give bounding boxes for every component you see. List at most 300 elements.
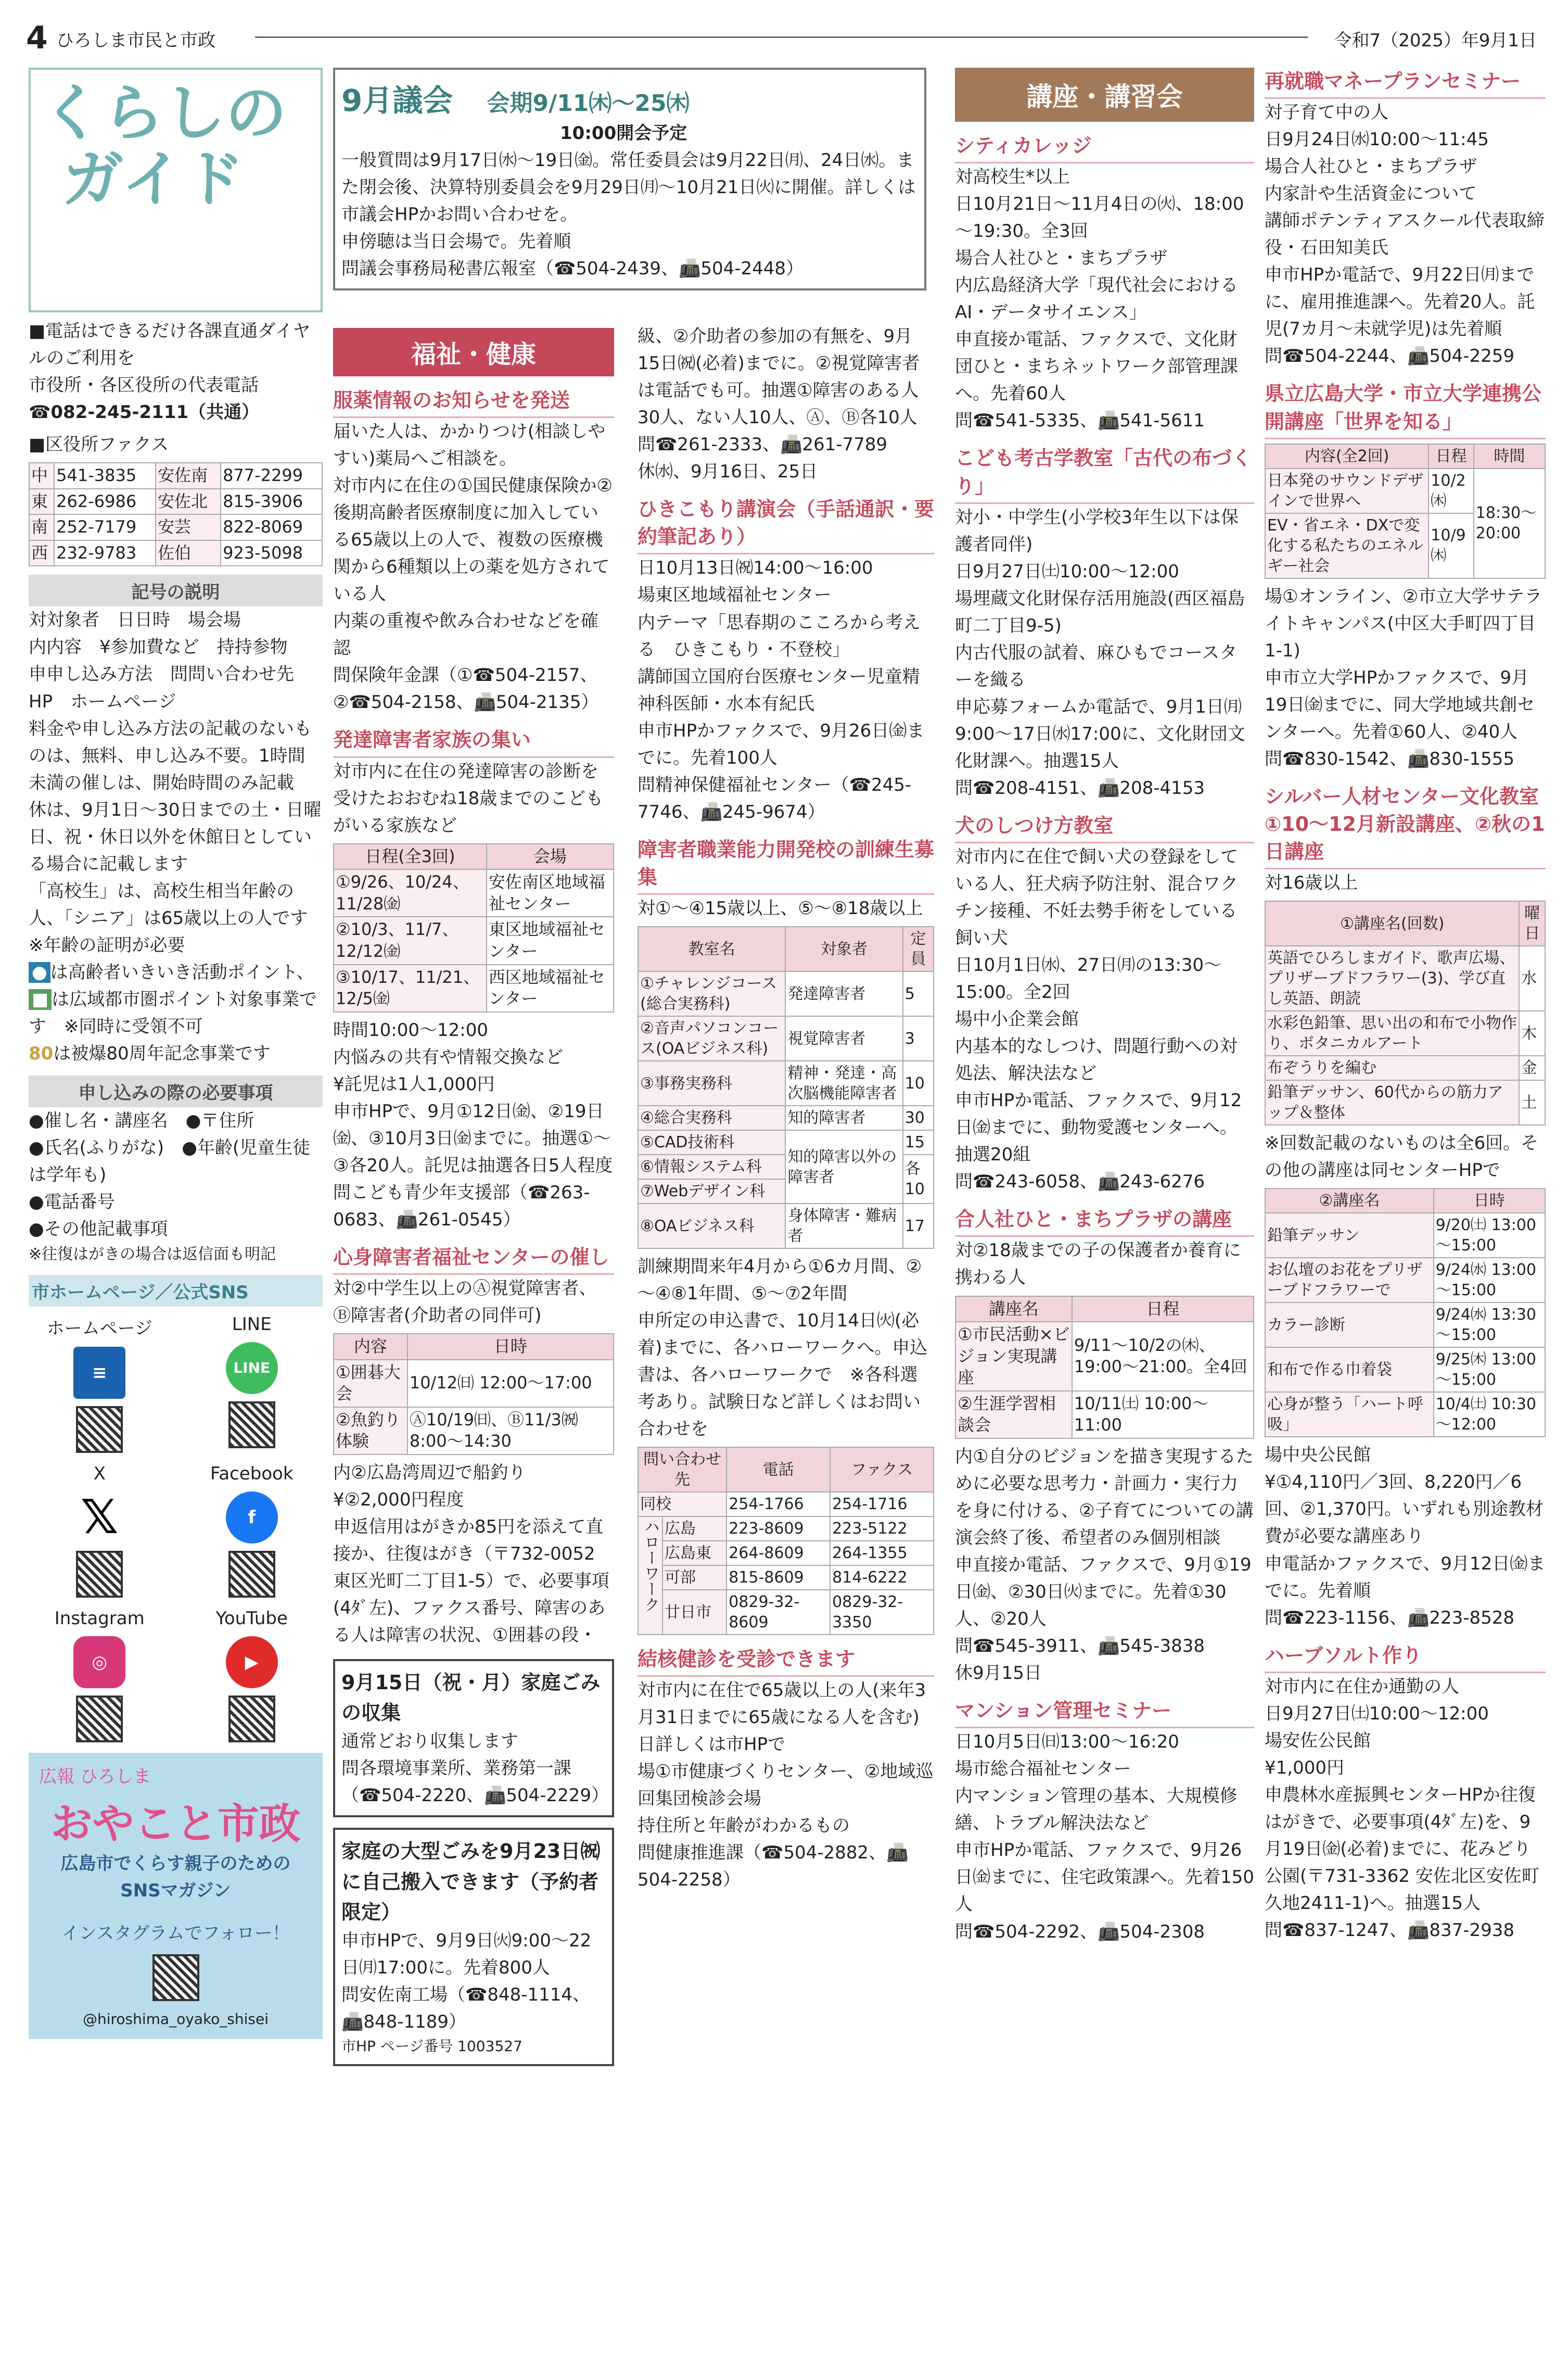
- text-line: 内家計や生活資金について: [1265, 183, 1477, 205]
- silver-center-title: シルバー人材センター文化教室①10～12月新設講座、②秋の1日講座: [1265, 783, 1546, 870]
- note-fee: 料金や申し込み方法の記載のないものは、無料、申し込み不要。1時間未満の催しは、開始時間のみ記載: [29, 718, 312, 793]
- table-header: 対象者: [785, 927, 902, 971]
- garbage-title: 9月15日（祝・月）家庭ごみの収集: [341, 1671, 601, 1725]
- table-cell: 264-8609: [726, 1541, 830, 1565]
- homepage-icon: ≡: [73, 1347, 125, 1399]
- table-cell: 発達障害者: [785, 971, 902, 1016]
- apply-item: ●氏名(ふりがな) ●年齢(児童生徒は学年も): [29, 1137, 311, 1185]
- courses-column-1: [955, 68, 1254, 2337]
- table-cell: 心身が整う「ハート呼吸」: [1265, 1392, 1434, 1437]
- text-line: 申市HPで、9月9日㈫9:00～22日㈪17:00に。先着800人: [341, 1930, 592, 1978]
- council-time: 10:00開会予定: [560, 123, 687, 144]
- text-line: ¥②2,000円程度: [333, 1489, 464, 1511]
- text-line: 持住所と年齢がわかるもの: [638, 1815, 850, 1837]
- sns-label: LINE: [232, 1313, 272, 1335]
- legend-line: 申申し込み方法 問問い合わせ先: [29, 664, 294, 685]
- text-line: 申市HPか電話で、9月22日㈪までに、雇用推進課へ。先着20人。託児(7カ月～未就学児)は先着順: [1265, 264, 1535, 340]
- text-line: 日9月24日㈬10:00～11:45: [1265, 129, 1489, 150]
- text-line: ¥①4,110円／3回、8,220円／6回、②1,370円。いずれも別途教材費が必要な講座あり: [1265, 1472, 1544, 1547]
- table-header: 定員: [903, 927, 934, 971]
- table-cell: 30: [903, 1106, 934, 1130]
- table-header: 曜日: [1519, 901, 1545, 946]
- table-cell: 身体障害・難病者: [785, 1204, 902, 1248]
- text-line: 申市HPかファクスで、9月26日㈮までに。先着100人: [638, 720, 925, 768]
- university-lecture-table: [1265, 444, 1546, 579]
- table-cell: 水: [1519, 946, 1545, 1011]
- text-line: 場①市健康づくりセンター、②地域巡回集団検診会場: [638, 1761, 934, 1810]
- hellowork-table: [638, 1447, 934, 1635]
- fax-cell: 815-3906: [221, 489, 322, 515]
- table-cell: ③10/17、11/21、12/5㈮: [334, 965, 487, 1012]
- text-line: 講師ポテンティアスクール代表取締役・石田知美氏: [1265, 210, 1545, 259]
- text-line: 級、②介助者の参加の有無を、9月15日㈷(必着)までに。②視覚障害者は電話でも可。抽選①障害のある人30人、ない人10人、Ⓐ、Ⓑ各10人: [638, 326, 920, 428]
- table-header: ②講座名: [1265, 1188, 1434, 1213]
- family-meeting-title: 発達障害者家族の集い: [333, 726, 614, 757]
- table-cell: ハローワーク: [638, 1516, 662, 1635]
- text-line: 申電話かファクスで、9月12日㈮までに。先着順: [1265, 1553, 1546, 1601]
- disability-center-table: [333, 1333, 614, 1455]
- table-cell: EV・省エネ・DXで変化する私たちのエネルギー社会: [1265, 513, 1429, 578]
- fax-cell: 252-7179: [54, 514, 156, 540]
- table-cell: 17: [903, 1204, 934, 1248]
- text-line: 場東区地域福祉センター: [638, 585, 832, 606]
- table-cell: 9/25㈭ 13:00～15:00: [1434, 1347, 1545, 1392]
- table-cell: 10/9㈭: [1429, 513, 1473, 578]
- table-cell: 0829-32-8609: [726, 1590, 830, 1635]
- council-title: 9月議会: [341, 83, 453, 118]
- oyako-handle: @hiroshima_oyako_shisei: [82, 2010, 269, 2028]
- family-meeting-table: [333, 843, 614, 1013]
- text-line: 申直接か電話、ファクスで、文化財団ひと・まちネットワーク部管理課へ。先着60人: [955, 329, 1238, 404]
- text-line: 問☎223-1156、📠223-8528: [1265, 1607, 1515, 1628]
- table-cell: ①囲碁大会: [334, 1360, 407, 1407]
- table-header: 内容(全2回): [1265, 444, 1429, 469]
- text-line: 問各環境事業所、業務第一課（☎504-2220、📠504-2229）: [341, 1758, 609, 1806]
- oyako-title: おやこと市政: [50, 1799, 301, 1848]
- table-cell: 知的障害者: [785, 1106, 902, 1130]
- silver-oneday-table: [1265, 1188, 1546, 1437]
- sns-grid: [29, 1314, 323, 1742]
- oyako-subtitle: 広島市でくらす親子のための SNSマガジン: [60, 1853, 291, 1901]
- oyako-follow: インスタグラムでフォロー！: [61, 1922, 290, 1944]
- courses-column-2: [1265, 68, 1546, 2337]
- table-cell: 814-6222: [830, 1565, 934, 1590]
- dog-training-title: 犬のしつけ方教室: [955, 812, 1254, 843]
- table-cell: 視覚障害者: [785, 1016, 902, 1061]
- text-line: 問安佐南工場（☎848-1114、📠848-1189）: [341, 1984, 591, 2032]
- table-cell: ②音声パソコンコース(OAビジネス科): [638, 1016, 785, 1061]
- qr-code-icon: [228, 1551, 275, 1598]
- table-header: 内容: [334, 1334, 407, 1360]
- city-college-title: シティカレッジ: [955, 132, 1254, 163]
- youtube-icon: ▶: [226, 1636, 278, 1688]
- x-icon: 𝕏: [73, 1491, 125, 1544]
- text-line: 対①～④15歳以上、⑤～⑧18歳以上: [638, 898, 923, 919]
- facebook-icon: f: [226, 1491, 278, 1544]
- text-line: 日10月5日㈰13:00～16:20: [955, 1731, 1179, 1753]
- table-cell: 0829-32-3350: [830, 1590, 934, 1635]
- mansion-seminar-title: マンション管理セミナー: [955, 1697, 1254, 1728]
- office-tel: ☎082-245-2111（共通）: [29, 402, 260, 423]
- text-line: 場市総合福祉センター: [955, 1759, 1131, 1780]
- welfare-column-3: [638, 323, 934, 2337]
- text-line: 場①オンライン、②市立大学サテライトキャンパス(中区大手町四丁目1-1): [1265, 586, 1542, 661]
- fax-cell: 923-5098: [221, 540, 322, 566]
- fax-table: [29, 462, 323, 566]
- university-lecture-title: 県立広島大学・市立大学連携公開講座「世界を知る」: [1265, 380, 1546, 439]
- table-header: 講座名: [955, 1296, 1072, 1322]
- text-line: 申市HPで、9月①12日㈮、②19日㈮、③10月3日㈮までに。抽選①～③各20人。託児は抽選各日5人程度: [333, 1100, 613, 1176]
- fax-cell: 東: [29, 489, 54, 515]
- table-cell: 土: [1519, 1080, 1545, 1125]
- text-line: 問保険年金課（①☎504-2157、②☎504-2158、📠504-2135）: [333, 665, 599, 713]
- table-cell: 223-5122: [830, 1516, 934, 1541]
- text-line: 問☎243-6058、📠243-6276: [955, 1171, 1205, 1193]
- text-line: 問精神保健福祉センター（☎245-7746、📠245-9674）: [638, 774, 912, 823]
- office-label: 市役所・各区役所の代表電話: [29, 375, 259, 396]
- guide-title-1: くらしの: [41, 77, 287, 149]
- table-header: 時間: [1474, 444, 1545, 469]
- council-contact: 問議会事務局秘書広報室（☎504-2439、📠504-2448）: [341, 258, 804, 280]
- table-cell: ②魚釣り体験: [334, 1407, 407, 1454]
- table-cell: 布ぞうりを編む: [1265, 1056, 1519, 1080]
- table-cell: Ⓐ10/19㈰、Ⓑ11/3㈷ 8:00～14:30: [407, 1407, 614, 1454]
- note-area-point: [29, 986, 323, 1040]
- welfare-column-1: [333, 68, 926, 312]
- table-cell: ①市民活動×ビジョン実現講座: [955, 1322, 1072, 1391]
- text-line: 場中小企業会館: [955, 1009, 1079, 1030]
- table-cell: 18:30～20:00: [1474, 469, 1545, 578]
- apply-item: ●電話番号: [29, 1191, 115, 1212]
- legend-title: 記号の説明: [29, 575, 323, 606]
- fax-cell: 232-9783: [54, 540, 156, 566]
- table-cell: ⑦Webデザイン科: [638, 1179, 785, 1204]
- disability-center-title: 心身障害者福祉センターの催し: [333, 1244, 614, 1275]
- table-cell: 9/20㈯ 13:00～15:00: [1434, 1213, 1545, 1258]
- table-cell: 木: [1519, 1011, 1545, 1056]
- table-header: 教室名: [638, 927, 785, 971]
- fax-cell: 822-8069: [221, 514, 322, 540]
- qr-code-icon: [152, 1954, 199, 2001]
- plaza-course-title: 合人社ひと・まちプラザの講座: [955, 1206, 1254, 1237]
- text-line: 対市内に在住で飼い犬の登録をしている人、狂犬病予防注射、混合ワクチン接種、不妊去勢手術をしている飼い犬: [955, 846, 1238, 949]
- text-line: 内古代服の試着、麻ひもでコースターを織る: [955, 642, 1238, 690]
- fax-cell: 佐伯: [156, 540, 221, 566]
- fax-cell: 南: [29, 514, 54, 540]
- sns-title: 市ホームページ／公式SNS: [29, 1275, 323, 1307]
- table-header: ファクス: [830, 1447, 934, 1492]
- large-garbage-box: [333, 1828, 614, 2066]
- text-line: 申市HPか電話、ファクスで、9月12日㈮までに、動物愛護センターへ。抽選20組: [955, 1090, 1242, 1166]
- paper-title: ひろしま市民と市政: [56, 30, 215, 51]
- text-line: 場中央公民館: [1265, 1445, 1371, 1466]
- table-header: 問い合わせ先: [638, 1447, 726, 1492]
- text-line: 日10月21日～11月4日の㈫、18:00～19:30。全3回: [955, 194, 1244, 242]
- text-line: 対16歳以上: [1265, 872, 1358, 894]
- table-cell: 9/24㈬ 13:00～15:00: [1434, 1258, 1545, 1302]
- text-line: ※回数記載のないものは全6回。その他の講座は同センターHPで: [1265, 1133, 1539, 1181]
- text-line: 対市内に在住の発達障害の診断を受けたおおむね18歳までのこどもがいる家族など: [333, 761, 604, 836]
- text-line: 内②広島湾周辺で船釣り: [333, 1462, 526, 1484]
- table-cell: ⑧OAビジネス科: [638, 1204, 785, 1248]
- fax-cell: 安佐北: [156, 489, 221, 515]
- text-line: 対②18歳までの子の保護者か養育に携わる人: [955, 1240, 1241, 1288]
- instagram-icon: ◎: [73, 1636, 125, 1688]
- table-header: 日程(全3回): [334, 844, 487, 870]
- table-header: 会場: [487, 844, 614, 870]
- table-cell: 広島: [662, 1516, 726, 1541]
- anniversary-80-icon: 80: [29, 1043, 54, 1064]
- sns-label: X: [93, 1463, 106, 1484]
- table-cell: 10/4㈯ 10:30～12:00: [1434, 1392, 1545, 1437]
- table-cell: 10: [903, 1061, 934, 1106]
- table-cell: 精神・発達・高次脳機能障害者: [785, 1061, 902, 1106]
- text-line: 日詳しくは市HPで: [638, 1734, 786, 1755]
- council-box: [333, 68, 926, 290]
- table-cell: 和布で作る巾着袋: [1265, 1347, 1434, 1392]
- fax-cell: 877-2299: [221, 463, 322, 489]
- silver-course-table: [1265, 901, 1546, 1125]
- text-line: 日9月27日㈯10:00～12:00: [955, 561, 1179, 582]
- text-line: 休㈬、9月16日、25日: [638, 461, 818, 483]
- text-line: 場合人社ひと・まちプラザ: [955, 248, 1167, 269]
- note-age: 「高校生」は、高校生相当年齢の人、「シニア」は65歳以上の人です ※年齢の証明が必要: [29, 880, 326, 956]
- council-apply: 申傍聴は当日会場で。先着順: [341, 231, 571, 252]
- text-line: 場埋蔵文化財保存活用施設(西区福島町二丁目9-5): [955, 588, 1245, 636]
- table-cell: 各10: [903, 1155, 934, 1204]
- line-icon: LINE: [226, 1342, 278, 1394]
- table-cell: お仏壇のお花をプリザーブドフラワーで: [1265, 1258, 1434, 1302]
- text-line: 場合人社ひと・まちプラザ: [1265, 156, 1477, 178]
- table-cell: 知的障害以外の障害者: [785, 1130, 902, 1204]
- guide-title-2: ガイド: [62, 143, 245, 216]
- table-cell: 西区地域福祉センター: [487, 965, 614, 1012]
- fax-title: ■区役所ファクス: [29, 434, 169, 456]
- text-line: 申市HPか電話、ファクスで、9月26日㈮までに、住宅政策課へ。先着150人: [955, 1840, 1254, 1915]
- sns-homepage[interactable]: [29, 1314, 171, 1453]
- text-line: 問☎541-5335、📠541-5611: [955, 410, 1205, 432]
- qr-code-icon: [228, 1696, 275, 1742]
- ikiiki-icon: ●: [29, 962, 50, 983]
- table-cell: 815-8609: [726, 1565, 830, 1590]
- table-cell: 安佐南区地域福祉センター: [487, 869, 614, 917]
- table-cell: 英語でひろしまガイド、歌声広場、プリザーブドフラワー(3)、学び直し英語、朗読: [1265, 946, 1519, 1011]
- text-line: 申返信用はがきか85円を添えて直接か、往復はがき（〒732-0052 東区光町二丁目1-5）で、必要事項(4ﾀﾞ左)、ファクス番号、障害のある人は障害の状況、①囲碁の段・: [333, 1516, 613, 1646]
- text-line: 問☎837-1247、📠837-2938: [1265, 1919, 1515, 1941]
- text-line: 申市立大学HPかファクスで、9月19日㈮までに、同大学地域共創センターへ。先着①60人、②40人: [1265, 667, 1535, 742]
- apply-item: ●催し名・講座名 ●〒住所: [29, 1110, 254, 1131]
- council-body: 一般質問は9月17日㈬～19日㈮。常任委員会は9月22日㈪、24日㈬。また閉会後、決算特別委員会を9月29日㈪～10月21日㈫に開催。詳しくは市議会HPかお問い合わせを。: [341, 150, 916, 225]
- welfare-banner: 福祉・健康: [333, 328, 614, 376]
- sns-youtube[interactable]: [181, 1608, 323, 1742]
- table-cell: 5: [903, 971, 934, 1016]
- fax-cell: 安佐南: [156, 463, 221, 489]
- sns-x[interactable]: [29, 1463, 171, 1598]
- note-point-text: は高齢者いきいき活動ポイント、: [50, 962, 314, 983]
- text-line: 時間10:00～12:00: [333, 1019, 488, 1041]
- note-80-text: は被爆80周年記念事業です: [53, 1043, 271, 1064]
- apply-item: ●その他記載事項: [29, 1218, 168, 1239]
- vocational-school-title: 障害者職業能力開発校の訓練生募集: [638, 836, 934, 895]
- sns-label: Instagram: [54, 1608, 145, 1629]
- table-cell: ②生涯学習相談会: [955, 1391, 1072, 1438]
- sns-label: ホームページ: [46, 1318, 152, 1339]
- table-header: 日程: [1429, 444, 1473, 469]
- qr-code-icon: [76, 1551, 123, 1598]
- text-line: 日9月27日㈯10:00～12:00: [1265, 1703, 1489, 1724]
- legend-line: HP ホームページ: [29, 691, 176, 712]
- sns-line[interactable]: [181, 1314, 323, 1453]
- text-line: 対市内に在住の①国民健康保険か②後期高齢者医療制度に加入している65歳以上の人で、複数の医療機関から6種類以上の薬を処方されている人: [333, 475, 613, 605]
- text-line: 問健康推進課（☎504-2882、📠504-2258）: [638, 1842, 909, 1891]
- qr-code-icon: [228, 1401, 275, 1448]
- text-line: 問☎504-2244、📠504-2259: [1265, 346, 1515, 367]
- text-line: 休9月15日: [955, 1663, 1042, 1684]
- text-line: 日10月1日㈬、27日㈪の13:30～15:00。全2回: [955, 955, 1222, 1003]
- legend-line: 対対象者 日日時 場会場: [29, 610, 241, 631]
- page-number-badge: 市HP ページ番号 1003527: [341, 2037, 522, 2055]
- text-line: 問こども青少年支援部（☎263-0683、📠261-0545）: [333, 1182, 590, 1230]
- text-line: 申直接か電話、ファクスで、9月①19日㈮、②30日㈫までに。先着①30人、②20人: [955, 1554, 1252, 1630]
- oyako-small: 広報 ひろしま: [39, 1766, 151, 1787]
- text-line: 内マンション管理の基本、大規模修繕、トラブル解決法など: [955, 1786, 1238, 1834]
- table-cell: 264-1355: [830, 1541, 934, 1565]
- table-cell: 鉛筆デッサン: [1265, 1213, 1434, 1258]
- garbage-collection-box: [333, 1659, 614, 1817]
- table-cell: 254-1766: [726, 1492, 830, 1516]
- table-cell: 3: [903, 1016, 934, 1061]
- text-line: 届いた人は、かかりつけ(相談しやすい)薬局へご相談を。: [333, 421, 606, 470]
- table-cell: 9/24㈬ 13:30～15:00: [1434, 1302, 1545, 1347]
- sns-facebook[interactable]: [181, 1463, 323, 1598]
- table-cell: 水彩色鉛筆、思い出の和布で小物作り、ボタニカルアート: [1265, 1011, 1519, 1056]
- fax-cell: 541-3835: [54, 463, 156, 489]
- text-line: 訓練期間来年4月から①6カ月間、②～④⑧1年間、⑤～⑦2年間: [638, 1256, 922, 1305]
- courses-banner: 講座・講習会: [955, 68, 1254, 122]
- note-closed: 休は、9月1日～30日までの土・日曜日、祝・休日以外を休館日としている場合に記載します: [29, 799, 322, 875]
- table-cell: ①9/26、10/24、11/28㈮: [334, 869, 487, 917]
- text-line: 申応募フォームか電話で、9月1日㈪9:00～17日㈬17:00に、文化財団文化財課へ。抽選15人: [955, 696, 1245, 771]
- fax-cell: 262-6986: [54, 489, 156, 515]
- table-cell: 可部: [662, 1565, 726, 1590]
- text-line: 対小・中学生(小学校3年生以下は保護者同伴): [955, 507, 1239, 555]
- table-cell: ②10/3、11/7、12/12㈮: [334, 917, 487, 964]
- table-header: 日程: [1072, 1296, 1254, 1322]
- plaza-course-table: [955, 1296, 1254, 1439]
- table-cell: 9/11～10/2の㈭、19:00～21:00。全4回: [1072, 1322, 1254, 1391]
- guide-title-box: [29, 68, 323, 312]
- table-cell: 金: [1519, 1056, 1545, 1080]
- text-line: 問☎504-2292、📠504-2308: [955, 1921, 1205, 1942]
- note-point: [29, 959, 323, 986]
- hikikomori-title: ひきこもり講演会（手話通訳・要約筆記あり）: [638, 496, 934, 554]
- fax-cell: 安芸: [156, 514, 221, 540]
- table-cell: カラー診断: [1265, 1302, 1434, 1347]
- table-cell: 広島東: [662, 1541, 726, 1565]
- text-line: 通常どおり収集します: [341, 1731, 518, 1752]
- text-line: 内薬の重複や飲み合わせなどを確認: [333, 611, 598, 659]
- welfare-column-2: [333, 323, 614, 2337]
- table-cell: 廿日市: [662, 1590, 726, 1635]
- table-header: 電話: [726, 1447, 830, 1492]
- council-period: 会期9/11㈭～25㈭: [487, 90, 690, 117]
- page-number: 4: [26, 20, 48, 56]
- vocational-table: [638, 926, 934, 1249]
- table-cell: ⑤CAD技術科: [638, 1130, 785, 1155]
- text-line: 内広島経済大学「現代社会におけるAI・データサイエンス」: [955, 275, 1238, 323]
- sns-instagram[interactable]: [29, 1608, 171, 1742]
- table-cell: 10/11㈯ 10:00～11:00: [1072, 1391, 1254, 1438]
- apply-item: ※往復はがきの場合は返信面も明記: [29, 1245, 276, 1263]
- text-line: 問☎830-1542、📠830-1555: [1265, 748, 1515, 769]
- area-point-icon: ■: [29, 989, 52, 1010]
- header-rule: [255, 36, 1308, 38]
- text-line: 日10月13日㈷14:00～16:00: [638, 558, 873, 579]
- text-line: 内悩みの共有や情報交換など: [333, 1046, 563, 1068]
- text-line: 問☎261-2333、📠261-7789: [638, 434, 888, 456]
- table-cell: ④総合実務科: [638, 1106, 785, 1130]
- text-line: 問☎545-3911、📠545-3838: [955, 1636, 1205, 1657]
- sns-label: YouTube: [215, 1608, 288, 1629]
- table-header: 日時: [1434, 1188, 1545, 1213]
- note-area-point-text: は広域都市圏ポイント対象事業です ※同時に受領不可: [29, 989, 317, 1037]
- guide-column: [29, 68, 326, 2337]
- qr-code-icon: [76, 1696, 123, 1742]
- text-line: 対市内に在住か通勤の人: [1265, 1676, 1459, 1697]
- table-cell: 東区地域福祉センター: [487, 917, 614, 964]
- table-cell: 鉛筆デッサン、60代からの筋力アップ＆整体: [1265, 1080, 1519, 1125]
- text-line: 内①自分のビジョンを描き実現するために必要な思考力・計画力・実行力を身に付ける、②子育てについての講演会終了後、希望者のみ個別相談: [955, 1446, 1254, 1549]
- phone-note: ■電話はできるだけ各課直通ダイヤルのご利用を: [29, 321, 311, 369]
- text-line: 講師国立国府台医療センター児童精神科医師・水本有紀氏: [638, 666, 920, 714]
- table-cell: 同校: [638, 1492, 726, 1516]
- text-line: 対高校生*以上: [955, 167, 1070, 188]
- sns-label: Facebook: [210, 1463, 294, 1484]
- table-cell: ⑥情報システム科: [638, 1155, 785, 1179]
- tb-checkup-title: 結核健診を受診できます: [638, 1646, 934, 1677]
- archaeology-title: こども考古学教室「古代の布づくり」: [955, 445, 1254, 503]
- table-cell: 254-1716: [830, 1492, 934, 1516]
- money-plan-title: 再就職マネープランセミナー: [1265, 68, 1546, 99]
- fax-cell: 西: [29, 540, 54, 566]
- text-line: ¥1,000円: [1265, 1757, 1344, 1778]
- text-line: 対②中学生以上のⒶ視覚障害者、Ⓑ障害者(介助者の同伴可): [333, 1278, 597, 1326]
- text-line: 申所定の申込書で、10月14日㈫(必着)までに、各ハローワークへ。申込書は、各ハローワークで ※各科選考あり。試験日など詳しくはお問い合わせを: [638, 1310, 928, 1440]
- medication-title: 服薬情報のお知らせを発送: [333, 387, 614, 418]
- qr-code-icon: [76, 1406, 123, 1453]
- table-header: 日時: [407, 1334, 614, 1360]
- note-80: [29, 1040, 323, 1067]
- herb-salt-title: ハーブソルト作り: [1265, 1642, 1546, 1673]
- fax-cell: 中: [29, 463, 54, 489]
- text-line: ¥託児は1人1,000円: [333, 1073, 495, 1095]
- oyako-shisei-ad[interactable]: [29, 1753, 323, 2039]
- table-cell: 10/12㈰ 12:00～17:00: [407, 1360, 614, 1407]
- legend-line: 内内容 ¥参加費など 持持参物: [29, 637, 288, 658]
- table-cell: ③事務実務科: [638, 1061, 785, 1106]
- table-cell: ①チャレンジコース(総合実務科): [638, 971, 785, 1016]
- table-cell: 日本発のサウンドデザインで世界へ: [1265, 469, 1429, 513]
- large-garbage-title: 家庭の大型ごみを9月23日㈷に自己搬入できます（予約者限定）: [341, 1840, 601, 1924]
- table-cell: 223-8609: [726, 1516, 830, 1541]
- text-line: 申農林水産振興センターHPか往復はがきで、必要事項(4ﾀﾞ左)を、9月19日㈮(必着)までに、花みどり公園(〒731-3362 安佐北区安佐町久地2411-1)へ。抽選15人: [1265, 1784, 1539, 1914]
- text-line: 問☎208-4151、📠208-4153: [955, 777, 1205, 799]
- text-line: 内基本的なしつけ、問題行動への対処法、解決法など: [955, 1036, 1238, 1084]
- text-line: 内テーマ「思春期のこころから考える ひきこもり・不登校」: [638, 612, 921, 660]
- text-line: 対市内に在住で65歳以上の人(来年3月31日までに65歳になる人を含む): [638, 1680, 926, 1728]
- text-line: 場安佐公民館: [1265, 1730, 1371, 1751]
- table-cell: 10/2㈭: [1429, 469, 1473, 513]
